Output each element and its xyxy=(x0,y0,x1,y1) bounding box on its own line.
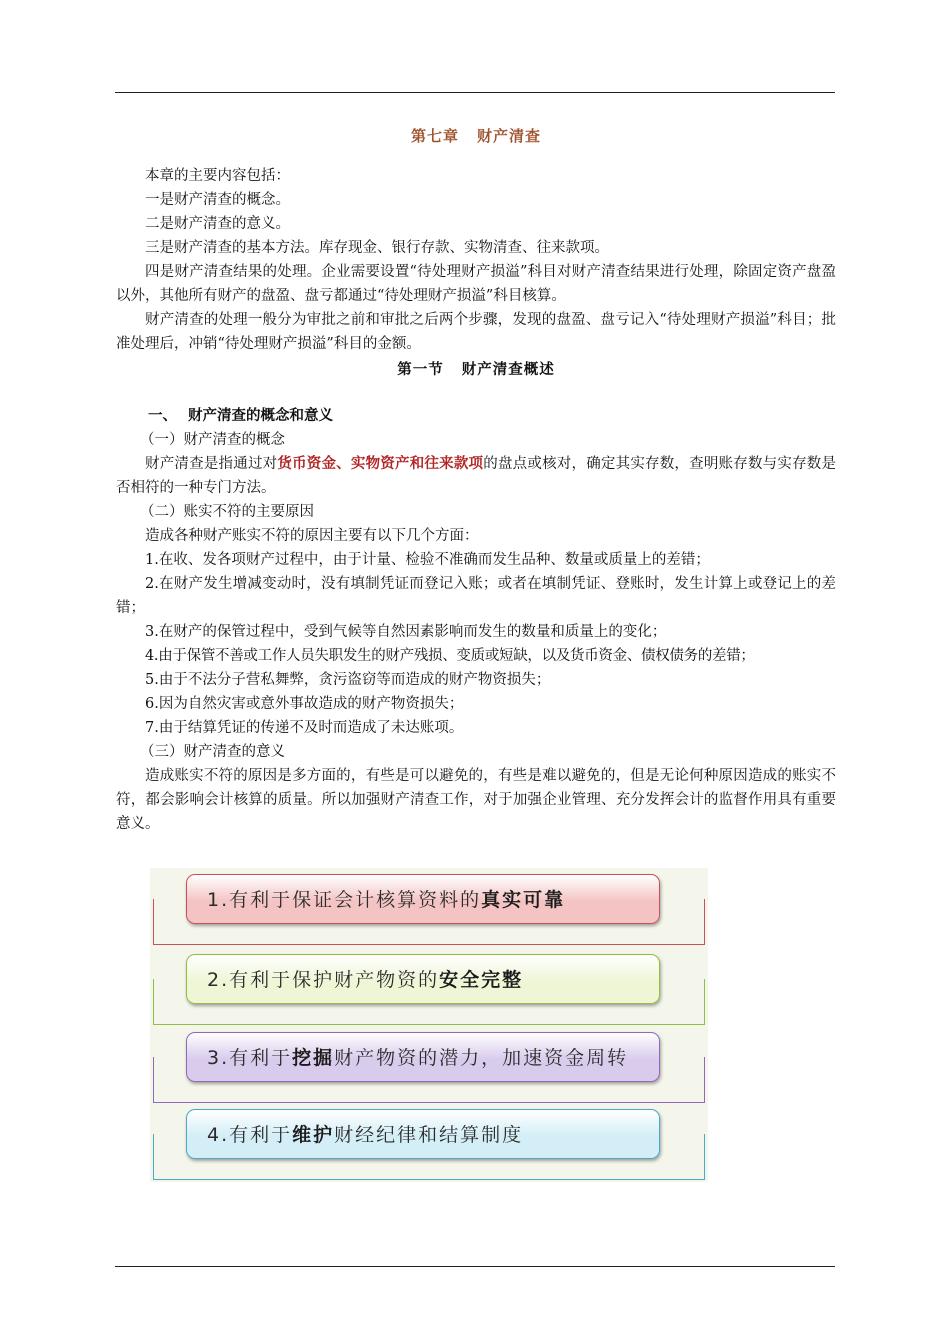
heading-1 xyxy=(148,404,836,428)
concept-text: 财产清查是指通过对 xyxy=(145,456,278,472)
intro-line: 三是财产清查的基本方法。库存现金、银行存款、实物清查、往来款项。 xyxy=(145,240,609,256)
header-rule xyxy=(115,92,835,93)
heading-1-number: 一、 xyxy=(148,407,177,424)
concept-text: 的盘点或核对，确定其实存数，查明账存数与实存数是否相符的一种专门方法。 xyxy=(116,456,836,496)
heading-1-text: 财产清查的概念和意义 xyxy=(188,407,333,424)
reason-item: 3.在财产的保管过程中，受到气候等自然因素影响而发生的数量和质量上的变化； xyxy=(145,624,667,640)
chapter-title xyxy=(116,124,836,148)
footer-rule xyxy=(115,1266,835,1267)
section-title xyxy=(116,358,836,382)
intro-line: 本章的主要内容包括： xyxy=(145,168,290,184)
diagram-item-emphasis: 挖掘 xyxy=(292,1047,335,1069)
significance-diagram xyxy=(150,868,708,1182)
diagram-item-emphasis: 安全完整 xyxy=(439,969,524,991)
reason-item: 4.由于保管不善或工作人员失职发生的财产残损、变质或短缺，以及货币资金、债权债务的差错； xyxy=(145,648,755,664)
intro-line: 一是财产清查的概念。 xyxy=(145,192,290,208)
intro-line: 四是财产清查结果的处理。企业需要设置“待处理财产损溢”科目对财产清查结果进行处理，除固定资产盘盈以外，其他所有财产的盘盈、盘亏都通过“待处理财产损溢”科目核算。 xyxy=(116,264,836,304)
concept-highlight: 货币资金、实物资产和往来款项 xyxy=(277,455,484,472)
reason-item: 6.因为自然灾害或意外事故造成的财产物资损失； xyxy=(145,696,464,712)
subheading: （一）财产清查的概念 xyxy=(140,432,285,448)
diagram-item-text: 财产物资的潜力，加速资金周转 xyxy=(334,1047,629,1069)
intro-line: 二是财产清查的意义。 xyxy=(145,216,290,232)
reason-item: 2.在财产发生增减变动时，没有填制凭证而登记入账；或者在填制凭证、登账时，发生计算上或登记上的差错； xyxy=(116,576,836,616)
section-name: 财产清查概述 xyxy=(461,361,555,378)
concept-paragraph xyxy=(116,452,836,500)
reasons-intro: 造成各种财产账实不符的原因主要有以下几个方面： xyxy=(145,528,479,544)
section-label: 第一节 xyxy=(397,361,444,378)
diagram-item xyxy=(186,1109,660,1159)
chapter-label: 第七章 xyxy=(410,127,459,145)
reason-item: 5.由于不法分子营私舞弊，贪污盗窃等而造成的财产物资损失； xyxy=(145,672,551,688)
significance-paragraph: 造成账实不符的原因是多方面的，有些是可以避免的，有些是难以避免的，但是无论何种原因造成的账实不符，都会影响会计核算的质量。所以加强财产清查工作，对于加强企业管理、充分发挥会计的监督作用具有重要意义。 xyxy=(116,768,836,832)
diagram-item-text: 1.有利于保证会计核算资料的 xyxy=(207,889,482,911)
reason-item: 7.由于结算凭证的传递不及时而造成了未达账项。 xyxy=(145,720,464,736)
subheading: （三）财产清查的意义 xyxy=(140,744,285,760)
diagram-item-text: 4.有利于 xyxy=(207,1124,293,1146)
intro-line: 财产清查的处理一般分为审批之前和审批之后两个步骤，发现的盘盈、盘亏记入“待处理财产损溢”科目；批准处理后，冲销“待处理财产损溢”科目的金额。 xyxy=(116,312,836,352)
reason-item: 1.在收、发各项财产过程中，由于计量、检验不准确而发生品种、数量或质量上的差错； xyxy=(145,552,710,568)
subheading: （二）账实不符的主要原因 xyxy=(140,504,314,520)
diagram-item-emphasis: 真实可靠 xyxy=(481,889,566,911)
page-content xyxy=(116,100,836,836)
diagram-item-text: 财经纪律和结算制度 xyxy=(334,1124,524,1146)
diagram-item xyxy=(186,1032,660,1082)
diagram-item xyxy=(186,874,660,924)
diagram-item xyxy=(186,954,660,1004)
diagram-item-emphasis: 维护 xyxy=(292,1124,335,1146)
diagram-item-text: 2.有利于保护财产物资的 xyxy=(207,969,440,991)
chapter-name: 财产清查 xyxy=(477,127,542,145)
diagram-item-text: 3.有利于 xyxy=(207,1047,293,1069)
